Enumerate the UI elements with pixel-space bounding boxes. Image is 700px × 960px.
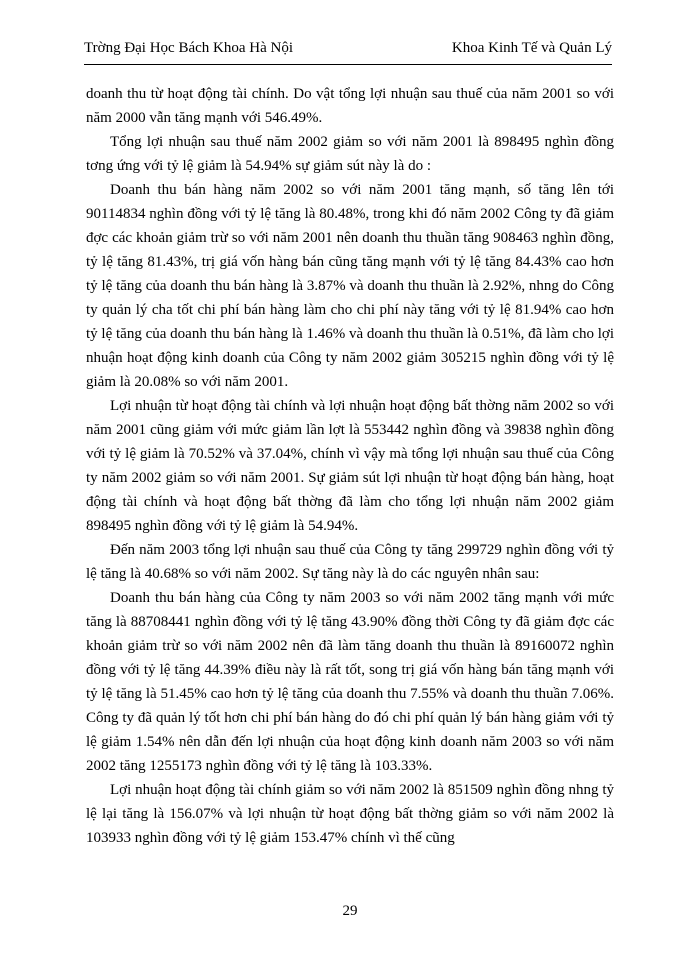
paragraph: Doanh thu bán hàng năm 2002 so với năm 2001 tăng mạnh, số tăng lên tới 90114834 nghìn đồng với tỷ lệ tăng là 80.48%, trong khi đó năm 2002 Công ty đã giảm đợc các khoản giảm trừ so với năm 2001 nên doanh thu thuần tăng 908463 nghìn đồng, tỷ lệ tăng 81.43%, trị giá vốn hàng bán cũng tăng mạnh với tỷ lệ tăng 84.43% cao hơn tỷ lệ tăng của doanh thu bán hàng là 3.87% và doanh thu thuần là 2.92%, nhng do Công ty quản lý cha tốt chi phí bán hàng làm cho chi phí này tăng với tỷ lệ 81.94% cao hơn tỷ lệ tăng của doanh thu bán hàng là 1.46% và doanh thu thuần là 0.51%, đã làm cho lợi nhuận hoạt động kinh doanh của Công ty năm 2002 giảm 305215 nghìn đồng với tỷ lệ giảm là 20.08% so với năm 2001. xyxy=(86,182,614,390)
paragraph: Lợi nhuận từ hoạt động tài chính và lợi nhuận hoạt động bất thờng năm 2002 so với năm 2001 cũng giảm với mức giảm lần lợt là 553442 nghìn đồng và 39838 nghìn đồng với tỷ lệ giảm là 70.52% và 37.04%, chính vì vậy mà tổng lợi nhuận sau thuế của Công ty năm 2002 giảm so với năm 2001. Sự giảm sút lợi nhuận từ hoạt động bán hàng, hoạt động tài chính và hoạt động bất thờng đã làm cho tổng lợi nhuận năm 2002 giảm 898495 nghìn đồng với tỷ lệ giảm là 54.94%. xyxy=(86,398,614,534)
header-university: Trờng Đại Học Bách Khoa Hà Nội xyxy=(84,40,294,56)
paragraph: Đến năm 2003 tổng lợi nhuận sau thuế của Công ty tăng 299729 nghìn đồng với tỷ lệ tăng là 40.68% so với năm 2002. Sự tăng này là do các nguyên nhân sau: xyxy=(86,542,614,582)
page-number: 29 xyxy=(342,903,358,919)
page-header xyxy=(84,30,612,65)
paragraph: Tổng lợi nhuận sau thuế năm 2002 giảm so với năm 2001 là 898495 nghìn đồng tơng ứng với tỷ lệ giảm là 54.94% sự giảm sút này là do : xyxy=(86,134,614,174)
header-faculty: Khoa Kinh Tế và Quản Lý xyxy=(451,40,612,56)
paragraph: Doanh thu bán hàng của Công ty năm 2003 so với năm 2002 tăng mạnh với mức tăng là 88708441 nghìn đồng với tỷ lệ tăng 43.90% đồng thời Công ty đã giảm đợc các khoản giảm trừ so với năm 2002 nên đã làm tăng doanh thu thuần là 89160072 nghìn đồng với tỷ lệ tăng 44.39% điều này là rất tốt, song trị giá vốn hàng bán tăng mạnh với tỷ lệ tăng là 51.45% cao hơn tỷ lệ tăng của doanh thu 7.55% và doanh thu thuần 7.06%. Công ty đã quản lý tốt hơn chi phí bán hàng do đó chi phí quản lý bán hàng giảm với tỷ lệ giảm 1.54% nên dẫn đến lợi nhuận của hoạt động kinh doanh năm 2003 so với năm 2002 tăng 1255173 nghìn đồng với tỷ lệ tăng là 103.33%. xyxy=(86,590,614,774)
paragraph: doanh thu từ hoạt động tài chính. Do vật tổng lợi nhuận sau thuế của năm 2001 so với năm 2000 vẫn tăng mạnh với 546.49%. xyxy=(86,86,614,126)
body-text xyxy=(86,82,614,850)
paragraph: Lợi nhuận hoạt động tài chính giảm so với năm 2002 là 851509 nghìn đồng nhng tỷ lệ lại tăng là 156.07% và lợi nhuận từ hoạt động bất thờng giảm so với năm 2002 là 103933 nghìn đồng với tỷ lệ giảm 153.47% chính vì thế cũng xyxy=(86,782,614,846)
